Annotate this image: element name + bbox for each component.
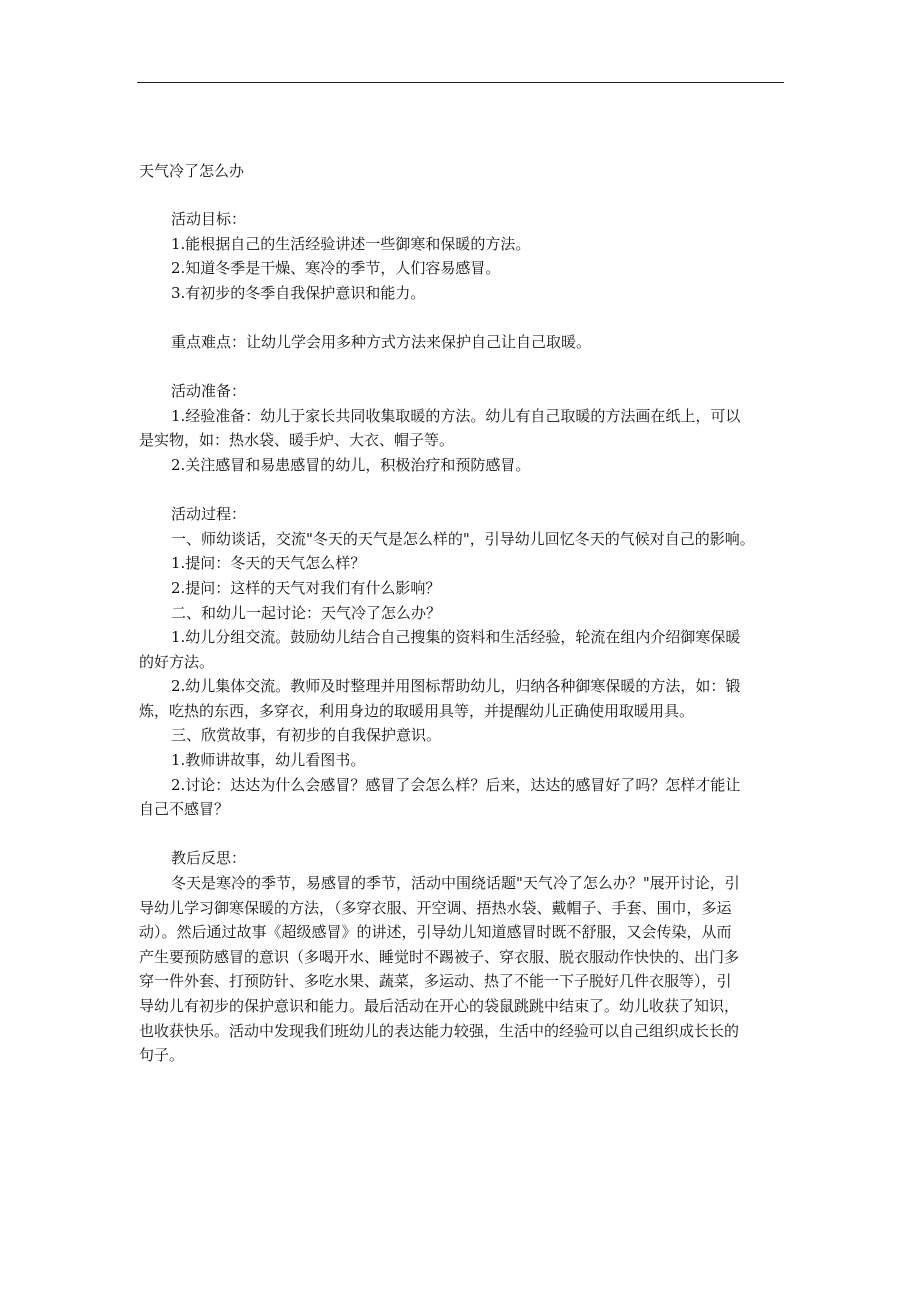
process-part-2-item-2-line-2: 炼，吃热的东西，多穿衣，利用身边的取暖用具等，并提醒幼儿正确使用取暖用具。 [139,701,695,720]
process-part-1-question-1: 1.提问：冬天的天气怎么样？ [171,554,366,573]
reflection-line-6: 导幼儿有初步的保护意识和能力。最后活动在开心的袋鼠跳跳中结束了。幼儿收获了知识， [139,997,740,1015]
preparation-item-1-line-2: 是实物，如：热水袋、暖手炉、大衣、帽子等。 [139,431,455,450]
reflection-line-5: 穿一件外套、打预防针、多吃水果、蔬菜，多运动、热了不能一下子脱好几件衣服等），引 [139,972,732,991]
reflection-line-4: 产生要预防感冒的意识（多喝开水、睡觉时不踢被子、穿衣服、脱衣服动作快快的、出门多 [139,947,740,966]
process-part-3-item-2-line-2: 自己不感冒？ [139,800,230,819]
preparation-item-2: 2.关注感冒和易患感冒的幼儿，积极治疗和预防感冒。 [171,455,531,474]
reflection-line-2: 导幼儿学习御寒保暖的方法，（多穿衣服、开空调、捂热水袋、戴帽子、手套、围巾，多运 [139,898,732,917]
process-heading: 活动过程： [171,505,247,524]
process-part-3-item-2-line-1: 2.讨论：达达为什么会感冒？感冒了会怎么样？后来，达达的感冒好了吗？怎样才能让 [171,775,741,794]
reflection-line-3: 动）。然后通过故事《超级感冒》的讲述，引导幼儿知道感冒时既不舒服，又会传染，从而 [139,923,732,942]
reflection-heading: 教后反思： [171,849,247,868]
objective-item-2: 2.知道冬季是干燥、寒冷的季节，人们容易感冒。 [171,259,501,278]
process-part-1-question-2: 2.提问：这样的天气对我们有什么影响？ [171,578,441,597]
process-part-2-item-2-line-1: 2.幼儿集体交流。教师及时整理并用图标帮助幼儿，归纳各种御寒保暖的方法，如：锻 [171,677,741,696]
process-part-3: 三、欣赏故事，有初步的自我保护意识。 [171,726,442,745]
process-part-1: 一、师幼谈话，交流"冬天的天气是怎么样的"，引导幼儿回忆冬天的气候对自己的影响。 [171,529,755,548]
objectives-heading: 活动目标： [171,210,247,228]
process-part-2-item-1-line-2: 的好方法。 [139,652,215,671]
objective-item-3: 3.有初步的冬季自我保护意识和能力。 [171,283,426,302]
process-part-2-item-1-line-1: 1.幼儿分组交流。鼓励幼儿结合自己搜集的资料和生活经验，轮流在组内介绍御寒保暖 [171,628,741,647]
document-title: 天气冷了怎么办 [139,162,245,180]
preparation-heading: 活动准备： [171,382,247,401]
process-part-3-item-1: 1.教师讲故事，幼儿看图书。 [171,751,366,770]
objective-item-1: 1.能根据自己的生活经验讲述一些御寒和保暖的方法。 [171,234,531,253]
reflection-line-8: 句子。 [139,1046,185,1065]
preparation-item-1-line-1: 1.经验准备：幼儿于家长共同收集取暖的方法。幼儿有自己取暖的方法画在纸上，可以 [171,406,741,425]
spacer [139,355,785,380]
process-part-2: 二、和幼儿一起讨论：天气冷了怎么办？ [171,603,442,622]
key-point: 重点难点：让幼儿学会用多种方式方法来保护自己让自己取暖。 [171,332,592,351]
document-body [139,207,785,1068]
spacer [139,478,785,503]
spacer [139,822,785,847]
reflection-line-7: 也收获快乐。活动中发现我们班幼儿的表达能力较强，生活中的经验可以自己组织成长长的 [139,1021,740,1040]
header-rule [137,82,784,83]
reflection-line-1: 冬天是寒冷的季节，易感冒的季节，活动中围绕话题"天气冷了怎么办？"展开讨论，引 [171,874,740,893]
spacer [139,305,785,330]
